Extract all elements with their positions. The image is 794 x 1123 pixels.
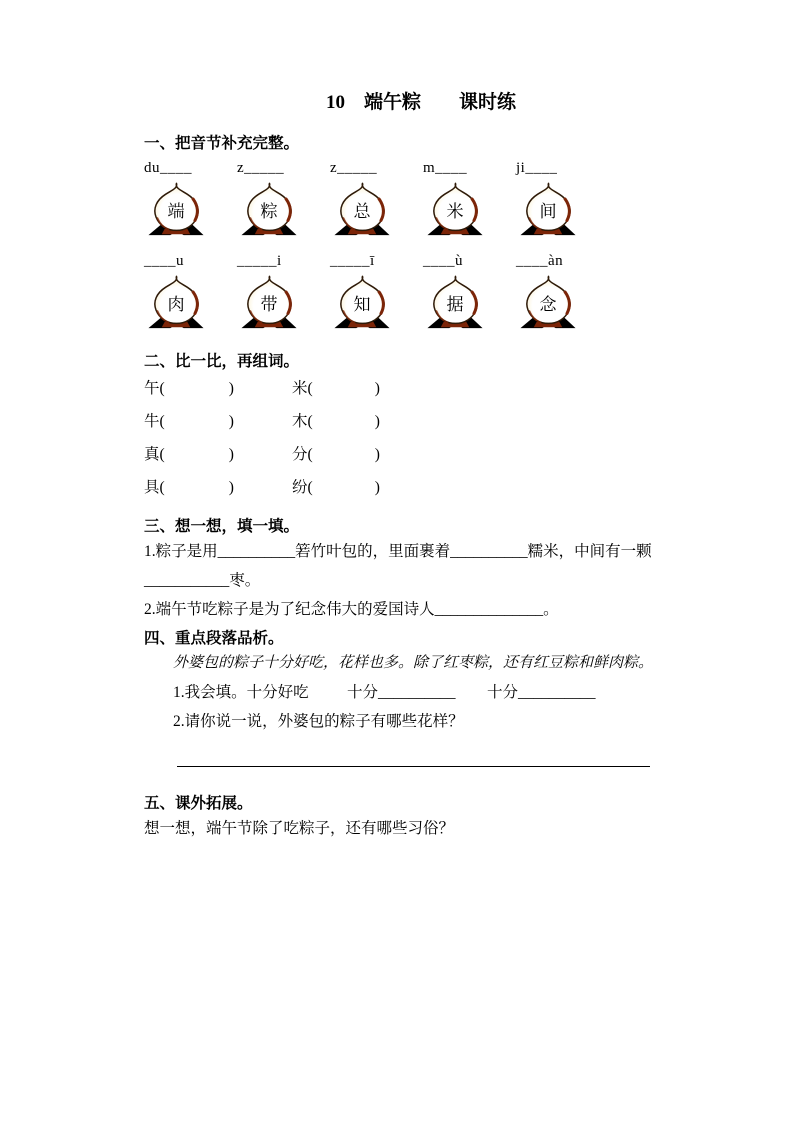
item-prefix: 1.我会填。十分好吃 (173, 684, 309, 701)
paren-close: ) (228, 446, 234, 463)
word-blank-cell (144, 471, 292, 504)
paren-open: ( (159, 446, 165, 463)
paren-close: ) (228, 479, 234, 496)
pinyin-blank: z_____ (330, 160, 378, 176)
pinyin-blank: z_____ (237, 160, 285, 176)
item-blank: 十分__________ (487, 684, 596, 701)
fill-in-item (173, 678, 718, 707)
syllable-grid-row1 (144, 158, 718, 238)
question-line: 2.请你说一说，外婆包的粽子有哪些花样？ (173, 713, 464, 730)
pinyin-blank: ____àn (516, 253, 564, 269)
syllable-item (330, 251, 423, 331)
fill-in-line: 2.端午节吃粽子是为了纪念伟大的爱国诗人______________。 (144, 601, 559, 618)
paren-open: ( (159, 413, 165, 430)
page-title: 10 端午粽 课时练 (325, 92, 516, 113)
syllable-item (516, 158, 609, 238)
peach-character: 端 (167, 202, 185, 222)
peach-icon (145, 181, 207, 238)
passage-quote: 外婆包的粽子十分好吃，花样也多。除了红枣粽，还有红豆粽和鲜肉粽。 (173, 655, 654, 671)
word-blank-cell (292, 405, 380, 438)
peach-character: 肉 (167, 295, 185, 315)
syllable-item (237, 158, 330, 238)
syllable-item (144, 251, 237, 331)
compare-character: 分 (292, 446, 308, 463)
pinyin-blank: ____u (144, 253, 184, 269)
syllable-item (423, 158, 516, 238)
peach-character: 总 (353, 202, 371, 222)
paren-open: ( (307, 380, 313, 397)
paren-close: ) (374, 413, 380, 430)
word-pair-row (144, 405, 718, 438)
pinyin-blank: du____ (144, 160, 192, 176)
word-blank-cell (144, 372, 292, 405)
word-pair-row (144, 372, 718, 405)
pinyin-blank: _____ī (330, 253, 375, 269)
extension-question: 想一想，端午节除了吃粽子，还有哪些习俗？ (144, 820, 455, 837)
peach-character: 据 (446, 295, 464, 315)
section2-heading: 二、比一比，再组词。 (144, 353, 300, 370)
syllable-item (144, 158, 237, 238)
word-pair-row (144, 471, 718, 504)
peach-character: 念 (539, 295, 557, 315)
peach-icon (238, 181, 300, 238)
paren-close: ) (374, 380, 380, 397)
peach-character: 间 (539, 202, 557, 222)
fill-in-line: ___________枣。 (144, 572, 261, 589)
compare-character: 具 (144, 479, 160, 496)
section1-heading: 一、把音节补充完整。 (144, 135, 300, 152)
item-blank: 十分__________ (347, 684, 456, 701)
peach-icon (331, 274, 393, 331)
peach-icon (517, 274, 579, 331)
paren-close: ) (228, 413, 234, 430)
peach-icon (331, 181, 393, 238)
fill-in-line: 1.粽子是用__________箬竹叶包的，里面裹着__________糯米，中间有一颗 (144, 543, 652, 560)
peach-character: 带 (260, 295, 278, 315)
section5-heading: 五、课外拓展。 (144, 795, 253, 812)
paren-close: ) (374, 479, 380, 496)
compare-character: 午 (144, 380, 160, 397)
peach-icon (424, 274, 486, 331)
section4-heading: 四、重点段落品析。 (144, 630, 284, 647)
word-blank-cell (292, 471, 380, 504)
paren-open: ( (307, 479, 313, 496)
peach-icon (424, 181, 486, 238)
paren-open: ( (159, 479, 165, 496)
paren-open: ( (307, 446, 313, 463)
compare-character: 真 (144, 446, 160, 463)
pinyin-blank: m____ (423, 160, 468, 176)
compare-character: 纷 (292, 479, 308, 496)
peach-character: 粽 (260, 202, 278, 222)
pinyin-blank: _____i (237, 253, 282, 269)
syllable-item (516, 251, 609, 331)
paren-close: ) (374, 446, 380, 463)
compare-character: 米 (292, 380, 308, 397)
syllable-item (237, 251, 330, 331)
peach-character: 米 (446, 202, 464, 222)
syllable-item (330, 158, 423, 238)
peach-character: 知 (353, 295, 371, 315)
section3-heading: 三、想一想，填一填。 (144, 518, 300, 535)
compare-character: 木 (292, 413, 308, 430)
syllable-item (423, 251, 516, 331)
answer-underline (177, 751, 650, 767)
word-blank-cell (144, 438, 292, 471)
word-blank-cell (144, 405, 292, 438)
paren-close: ) (228, 380, 234, 397)
word-pair-row (144, 438, 718, 471)
paren-open: ( (159, 380, 165, 397)
pinyin-blank: ____ù (423, 253, 463, 269)
peach-icon (238, 274, 300, 331)
paren-open: ( (307, 413, 313, 430)
pinyin-blank: ji____ (516, 160, 558, 176)
peach-icon (517, 181, 579, 238)
word-blank-cell (292, 372, 380, 405)
compare-character: 牛 (144, 413, 160, 430)
peach-icon (145, 274, 207, 331)
word-blank-cell (292, 438, 380, 471)
syllable-grid-row2 (144, 251, 718, 331)
